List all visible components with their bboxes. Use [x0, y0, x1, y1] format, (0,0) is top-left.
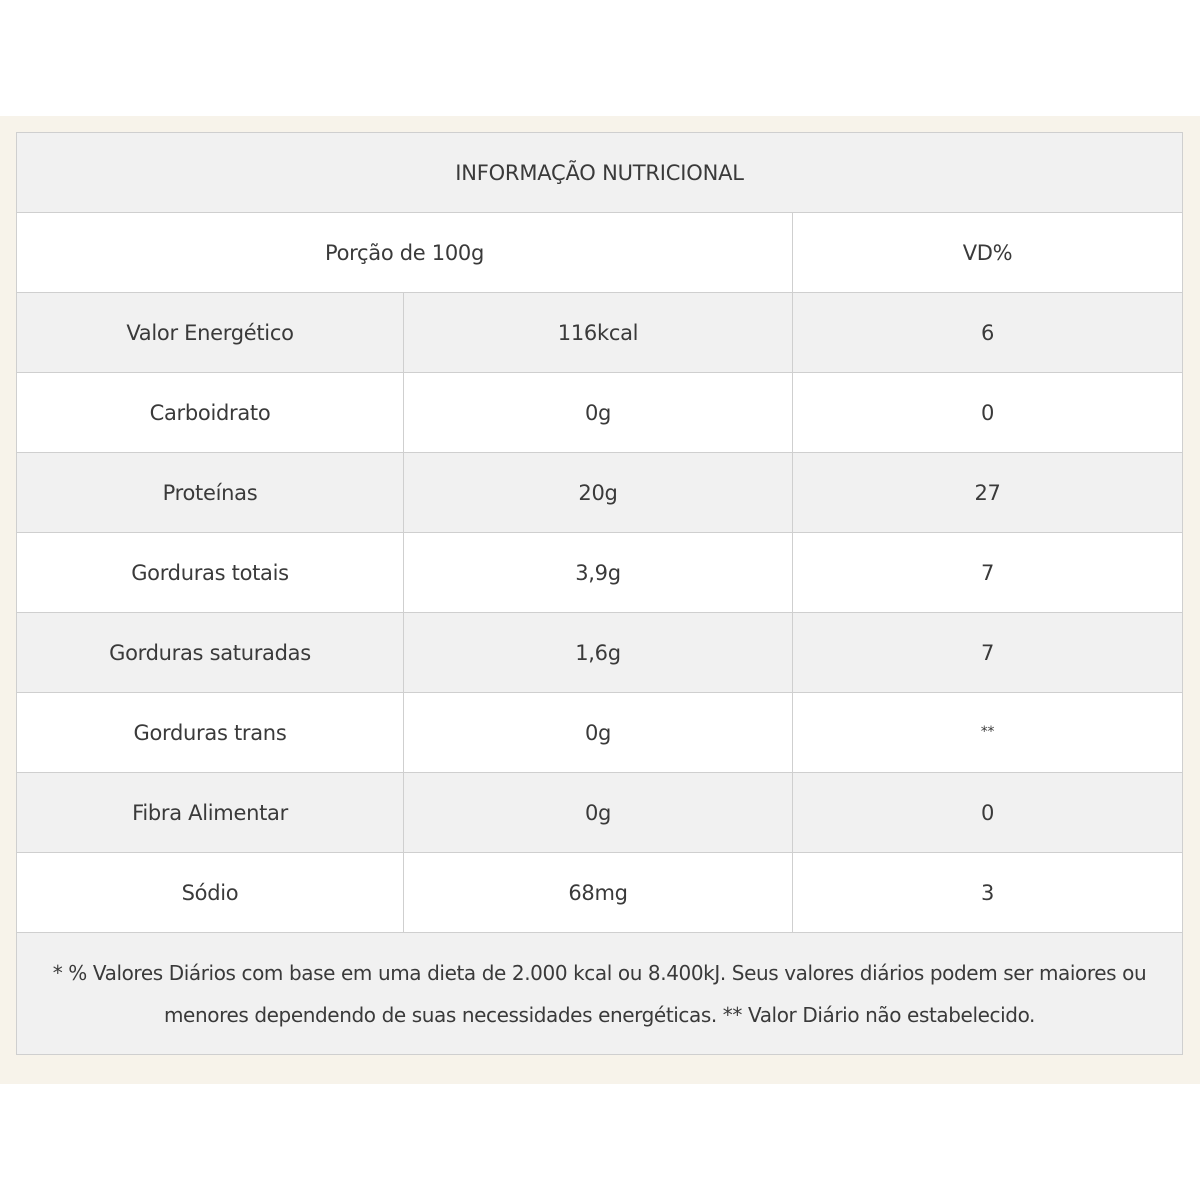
nutrient-vd: 0 [793, 773, 1183, 853]
nutrient-amount: 68mg [404, 853, 793, 933]
nutrient-amount: 0g [404, 373, 793, 453]
table-row [17, 373, 1183, 453]
nutrient-amount: 0g [404, 773, 793, 853]
nutrient-vd: 0 [793, 373, 1183, 453]
nutrient-name: Gorduras trans [17, 693, 404, 773]
nutrient-name: Carboidrato [17, 373, 404, 453]
footnote-row [17, 933, 1183, 1055]
table-row [17, 613, 1183, 693]
table-row [17, 773, 1183, 853]
nutrient-name: Gorduras saturadas [17, 613, 404, 693]
nutrient-name: Valor Energético [17, 293, 404, 373]
nutrient-vd: 7 [793, 533, 1183, 613]
nutrient-amount: 1,6g [404, 613, 793, 693]
nutrient-name: Fibra Alimentar [17, 773, 404, 853]
table-header-row [17, 213, 1183, 293]
table-title-row [17, 133, 1183, 213]
nutrient-name: Sódio [17, 853, 404, 933]
nutrient-name: Proteínas [17, 453, 404, 533]
nutrition-facts-table [16, 132, 1183, 1055]
vd-label: VD% [793, 213, 1183, 293]
table-row [17, 853, 1183, 933]
nutrient-vd: 7 [793, 613, 1183, 693]
table-row [17, 453, 1183, 533]
table-row [17, 293, 1183, 373]
table-title: INFORMAÇÃO NUTRICIONAL [17, 133, 1183, 213]
portion-label: Porção de 100g [17, 213, 793, 293]
nutrient-amount: 116kcal [404, 293, 793, 373]
not-established-mark: ** [980, 723, 995, 740]
footnote: * % Valores Diários com base em uma dieta de 2.000 kcal ou 8.400kJ. Seus valores diários podem ser maiores ou menores dependendo de suas necessidades energéticas. ** Valor Diário não estabelecido. [17, 933, 1183, 1055]
nutrient-name: Gorduras totais [17, 533, 404, 613]
nutrient-amount: 0g [404, 693, 793, 773]
table-row [17, 533, 1183, 613]
nutrient-vd: 6 [793, 293, 1183, 373]
nutrient-amount: 20g [404, 453, 793, 533]
table-row [17, 693, 1183, 773]
nutrient-vd: 27 [793, 453, 1183, 533]
nutrient-vd [793, 693, 1183, 773]
nutrient-amount: 3,9g [404, 533, 793, 613]
nutrient-vd: 3 [793, 853, 1183, 933]
